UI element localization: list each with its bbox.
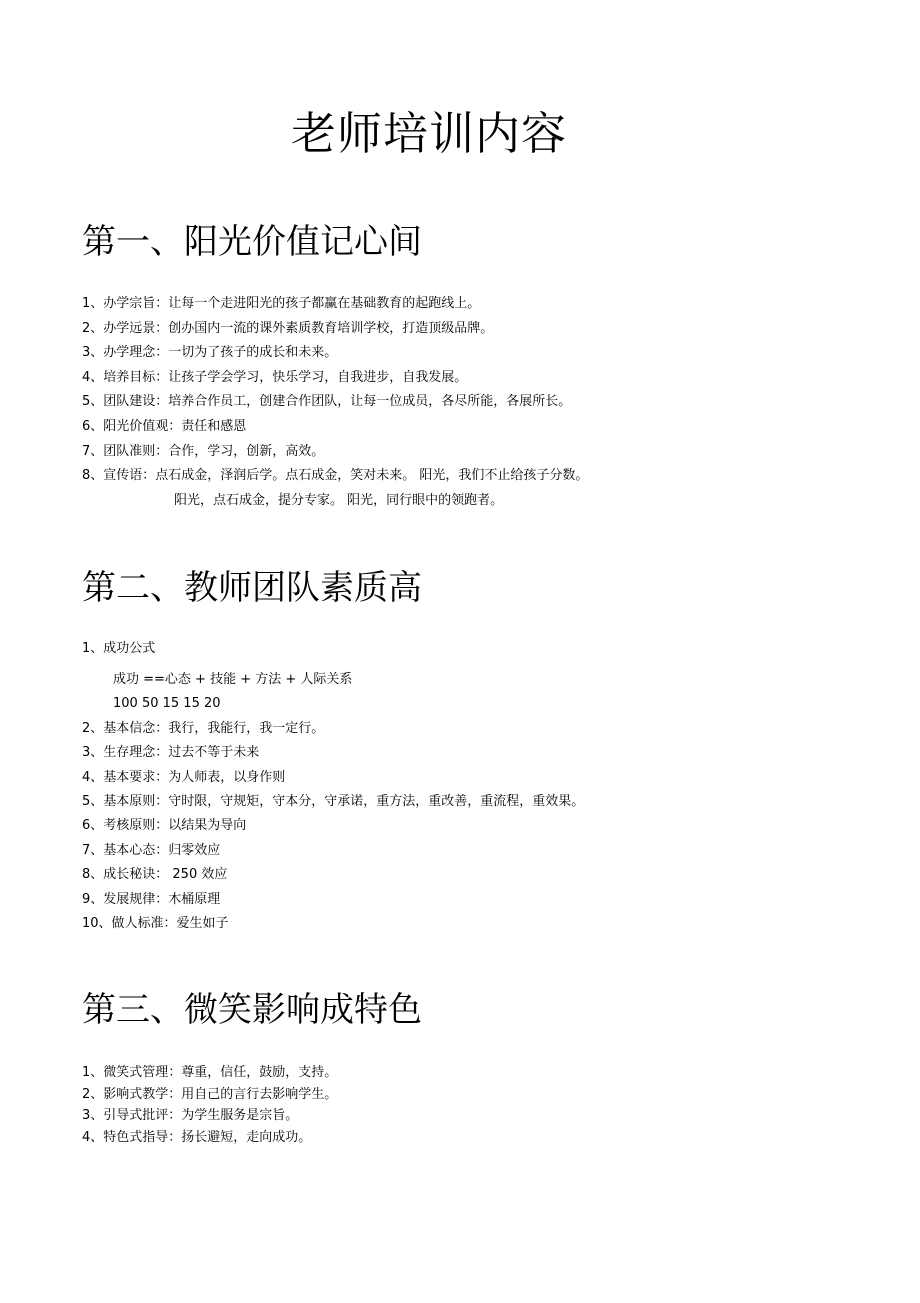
success-formula-values: 100 50 15 15 20 — [113, 696, 221, 712]
list-item: 9、发展规律：木桶原理 — [82, 891, 221, 907]
list-item: 4、培养目标：让孩子学会学习，快乐学习，自我进步，自我发展。 — [82, 369, 468, 385]
list-item: 5、基本原则：守时限，守规矩，守本分，守承诺，重方法，重改善，重流程，重效果。 — [82, 793, 585, 809]
section-1-list — [82, 292, 588, 513]
section-heading-1: 第一、阳光价值记心间 — [82, 222, 422, 262]
list-item: 8、成长秘诀： 250 效应 — [82, 867, 228, 883]
list-item: 10、做人标准：爱生如子 — [82, 915, 229, 931]
list-item-continuation: 阳光，点石成金，提分专家。 阳光，同行眼中的领跑者。 — [174, 492, 504, 508]
list-item: 3、办学理念：一切为了孩子的成长和未来。 — [82, 345, 338, 361]
section-3-list — [82, 1062, 337, 1148]
list-item: 1、办学宗旨：让每一个走进阳光的孩子都赢在基础教育的起跑线上。 — [82, 296, 481, 311]
list-item: 3、引导式批评：为学生服务是宗旨。 — [82, 1108, 299, 1123]
section-heading-2: 第二、教师团队素质高 — [82, 568, 422, 608]
list-item: 2、办学远景：创办国内一流的课外素质教育培训学校，打造顶级品牌。 — [82, 320, 494, 336]
success-formula: 成功 ==心态 + 技能 + 方法 + 人际关系 — [113, 672, 353, 687]
list-item: 8、宣传语：点石成金，泽润后学。点石成金，笑对未来。 阳光，我们不止给孩子分数。 — [82, 468, 589, 484]
list-item: 3、生存理念：过去不等于未来 — [82, 745, 260, 761]
list-item: 7、团队准则：合作，学习，创新，高效。 — [82, 443, 325, 459]
section-heading-3: 第三、微笑影响成特色 — [82, 990, 422, 1030]
list-item: 4、基本要求：为人师表，以身作则 — [82, 769, 286, 785]
list-item: 2、影响式教学：用自己的言行去影响学生。 — [82, 1086, 338, 1102]
document-title: 老师培训内容 — [290, 107, 567, 160]
list-item: 5、团队建设：培养合作员工，创建合作团队，让每一位成员，各尽所能，各展所长。 — [82, 394, 572, 410]
list-item: 7、基本心态：归零效应 — [82, 842, 221, 858]
list-item: 2、基本信念：我行，我能行，我一定行。 — [82, 720, 325, 736]
list-item: 4、特色式指导：扬长避短，走向成功。 — [82, 1129, 312, 1145]
list-item: 6、考核原则：以结果为导向 — [82, 818, 247, 834]
list-item: 6、阳光价值观：责任和感恩 — [82, 418, 247, 434]
list-item: 1、微笑式管理：尊重，信任，鼓励，支持。 — [82, 1065, 338, 1080]
section-2-list — [82, 637, 584, 936]
list-item: 1、成功公式 — [82, 641, 156, 656]
